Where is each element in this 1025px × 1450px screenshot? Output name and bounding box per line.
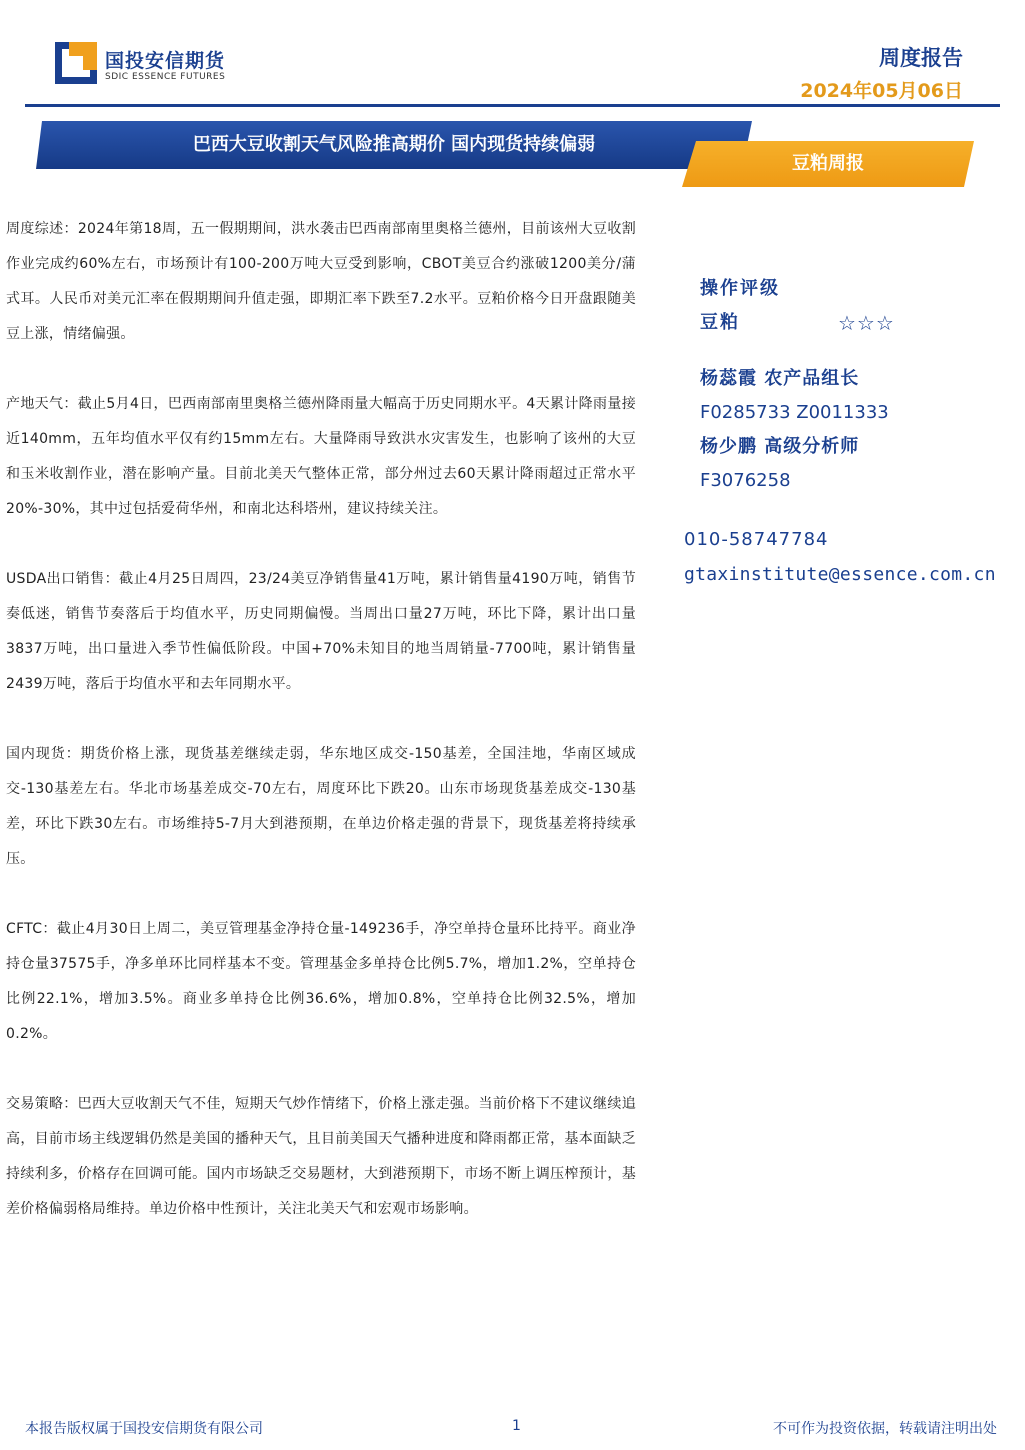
page-footer (0, 1416, 1025, 1440)
report-type: 周度报告 (879, 46, 963, 70)
footer-disclaimer: 不可作为投资依据，转载请注明出处 (773, 1421, 997, 1437)
logo-mark-icon (55, 42, 97, 84)
paragraph-usda-export-sales: USDA出口销售：截止4月25日周四，23/24美豆净销售量41万吨，累计销售量4190万吨，销售节奏低迷，销售节奏落后于均值水平，历史同期偏慢。当周出口量27万吨，环比下降，累计出口量3837万吨，出口量进入季节性偏低阶段。中国+70%未知目的地当周销量-7700吨，累计销售量2439万吨，落后于均值水平和去年同期水平。 (6, 571, 636, 692)
paragraph-cftc: CFTC：截止4月30日上周二，美豆管理基金净持仓量-149236手，净空单持仓量环比持平。商业净持仓量37575手，净多单环比同样基本不变。管理基金多单持仓比例5.7%，增加1.2%，空单持仓比例22.1%，增加3.5%。商业多单持仓比例36.6%，增加0.8%，空单持仓比例32.5%，增加0.2%。 (6, 921, 636, 1042)
contact-block (684, 522, 1014, 592)
logo-chinese-name: 国投安信期货 (105, 50, 226, 72)
sidebar (700, 272, 1010, 498)
paragraph-domestic-spot: 国内现货：期货价格上涨，现货基差继续走弱，华东地区成交-150基差，全国洼地，华南区域成交-130基差左右。华北市场基差成交-70左右，周度环比下跌20。山东市场现货基差成交-130基差，环比下跌30左右。市场维持5-7月大到港预期，在单边价格走强的背景下，现货基差将持续承压。 (6, 746, 636, 867)
analyst-2-license: F3076258 (700, 470, 791, 491)
paragraph-origin-weather: 产地天气：截止5月4日，巴西南部南里奥格兰德州降雨量大幅高于历史同期水平。4天累计降雨量接近140mm，五年均值水平仅有约15mm左右。大量降雨导致洪水灾害发生，也影响了该州的大豆和玉米收割作业，潜在影响产量。目前北美天气整体正常，部分州过去60天累计降雨超过正常水平20%-30%，其中过包括爱荷华州，和南北达科塔州，建议持续关注。 (6, 396, 636, 517)
report-body (6, 212, 636, 1227)
report-title: 巴西大豆收割天气风险推高期价 国内现货持续偏弱 (192, 134, 596, 155)
footer-copyright: 本报告版权属于国投安信期货有限公司 (25, 1421, 263, 1437)
title-banner (36, 121, 752, 169)
rating-row (700, 306, 1010, 340)
report-date: 2024年05月06日 (800, 80, 963, 102)
rating-title: 操作评级 (700, 278, 780, 299)
page-number: 1 (512, 1418, 521, 1434)
logo-english-name: SDIC ESSENCE FUTURES (105, 72, 226, 82)
header-divider (25, 104, 1000, 107)
company-logo (55, 42, 235, 86)
report-category: 豆粕周报 (792, 153, 864, 174)
analyst-1-license: F0285733 Z0011333 (700, 402, 889, 423)
rating-stars: ☆☆☆ (838, 311, 895, 335)
rating-item: 豆粕 (700, 312, 740, 333)
contact-email[interactable]: gtaxinstitute@essence.com.cn (684, 564, 996, 585)
contact-phone: 010-58747784 (684, 529, 829, 550)
category-banner (682, 141, 974, 187)
analyst-2-name: 杨少鹏 高级分析师 (700, 436, 860, 457)
paragraph-weekly-summary: 周度综述：2024年第18周，五一假期期间，洪水袭击巴西南部南里奥格兰德州，目前该州大豆收割作业完成约60%左右，市场预计有100-200万吨大豆受到影响，CBOT美豆合约涨破1200美分/蒲式耳。人民币对美元汇率在假期期间升值走强，即期汇率下跌至7.2水平。豆粕价格今日开盘跟随美豆上涨，情绪偏强。 (6, 221, 636, 342)
paragraph-trading-strategy: 交易策略：巴西大豆收割天气不佳，短期天气炒作情绪下，价格上涨走强。当前价格下不建议继续追高，目前市场主线逻辑仍然是美国的播种天气，且目前美国天气播种进度和降雨都正常，基本面缺乏持续利多，价格存在回调可能。国内市场缺乏交易题材，大到港预期下，市场不断上调压榨预计，基差价格偏弱格局维持。单边价格中性预计，关注北美天气和宏观市场影响。 (6, 1096, 636, 1217)
analyst-1-name: 杨蕊霞 农产品组长 (700, 368, 860, 389)
